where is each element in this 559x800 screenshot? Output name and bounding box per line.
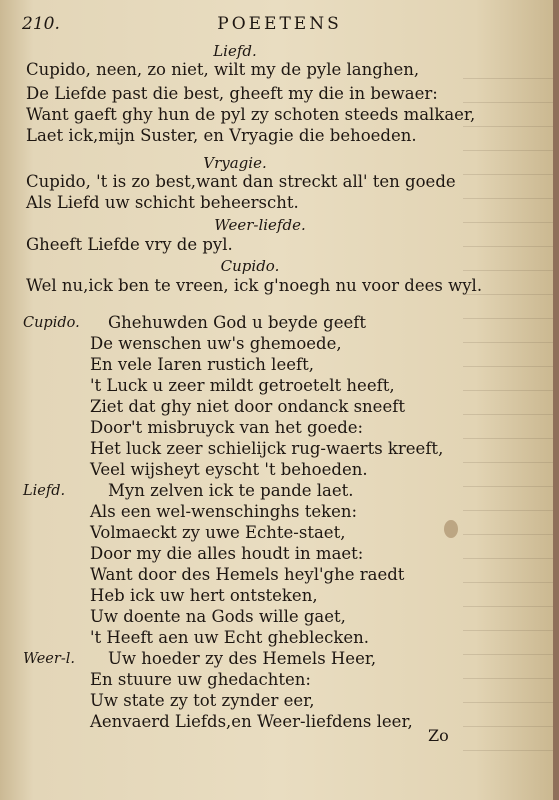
paper-stain — [444, 520, 458, 538]
catchword: Zo — [428, 726, 449, 745]
verse-line: Door my die alles houdt in maet: — [90, 544, 364, 563]
verse-line: Ghehuwden God u beyde geeft — [108, 313, 366, 332]
verse-line: De Liefde past die best, gheeft my die in bewaer: — [26, 84, 438, 103]
verse-line: Uw doente na Gods wille gaet, — [90, 607, 346, 626]
verse-line: Uw state zy tot zynder eer, — [90, 691, 315, 710]
verse-line: Heb ick uw hert ontsteken, — [90, 586, 318, 605]
page-edge — [553, 0, 559, 800]
speaker-heading: Liefd. — [213, 42, 257, 60]
verse-line: Aenvaerd Liefds,en Weer-liefdens leer, — [90, 712, 413, 731]
speaker-heading: Weer-liefde. — [214, 216, 306, 234]
verse-line: 't Heeft aen uw Echt gheblecken. — [90, 628, 370, 647]
verse-line: 't Luck u zeer mildt getroetelt heeft, — [90, 376, 395, 395]
running-title: POEETENS — [217, 14, 342, 34]
verse-line: En vele Iaren rustich leeft, — [90, 355, 314, 374]
verse-line: Want gaeft ghy hun de pyl zy schoten steeds malkaer, — [26, 105, 476, 124]
margin-speaker: Cupido. — [23, 315, 80, 331]
margin-speaker: Liefd. — [23, 483, 66, 499]
speaker-heading: Vryagie. — [203, 154, 267, 172]
verse-line: Laet ick,mijn Suster, en Vryagie die behoeden. — [26, 126, 417, 145]
verse-line: Gheeft Liefde vry de pyl. — [26, 235, 233, 254]
verse-line: Cupido, neen, zo niet, wilt my de pyle langhen, — [26, 60, 420, 79]
verse-line: Myn zelven ick te pande laet. — [108, 481, 354, 500]
verse-line: Wel nu,ick ben te vreen, ick g'noegh nu voor dees wyl. — [26, 276, 483, 295]
verse-line: Als Liefd uw schicht beheerscht. — [26, 193, 299, 212]
verse-line: Het luck zeer schielijck rug-waerts kreeft, — [90, 439, 444, 458]
verse-line: En stuure uw ghedachten: — [90, 670, 311, 689]
verse-line: Als een wel-wenschinghs teken: — [90, 502, 358, 521]
verse-line: Cupido, 't is zo best,want dan streckt all' ten goede — [26, 172, 456, 191]
speaker-heading: Cupido. — [220, 257, 280, 275]
margin-speaker: Weer-l. — [23, 651, 75, 667]
verse-line: Veel wijsheyt eyscht 't behoeden. — [90, 460, 368, 479]
verse-line: Want door des Hemels heyl'ghe raedt — [90, 565, 405, 584]
verse-line: Volmaeckt zy uwe Echte-staet, — [90, 523, 346, 542]
verse-line: Door't misbruyck van het goede: — [90, 418, 364, 437]
verse-line: Uw hoeder zy des Hemels Heer, — [108, 649, 377, 668]
verse-line: De wenschen uw's ghemoede, — [90, 334, 342, 353]
page-number: 210. — [22, 14, 60, 34]
verse-line: Ziet dat ghy niet door ondanck sneeft — [90, 397, 405, 416]
show-through-text — [463, 60, 553, 760]
